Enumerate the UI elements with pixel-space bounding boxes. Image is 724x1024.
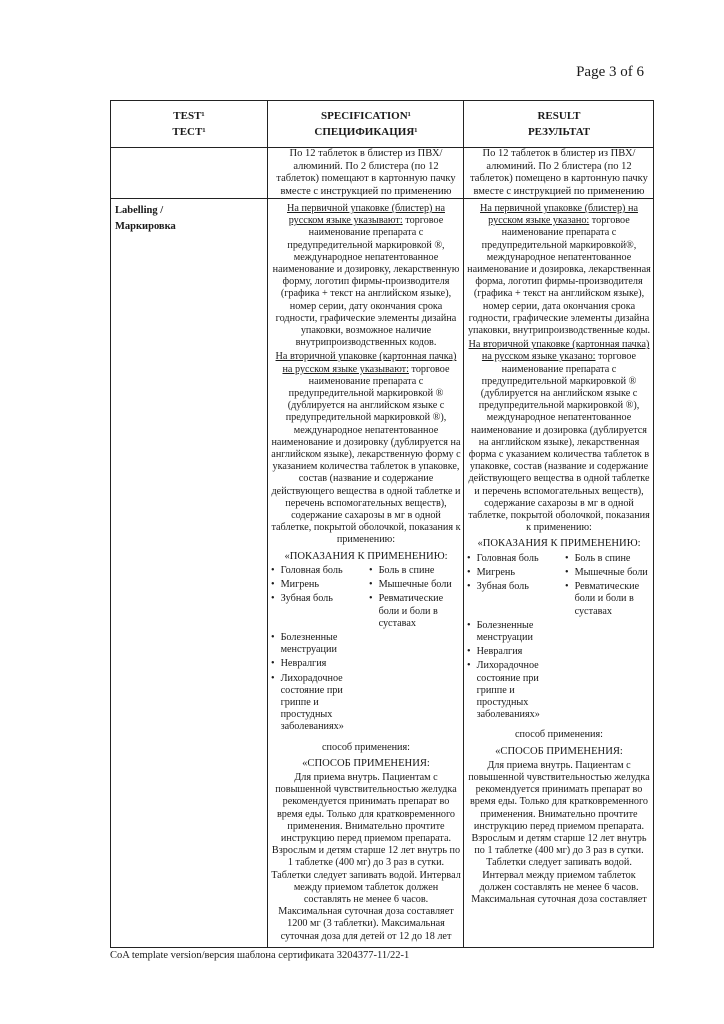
result-primary-paragraph [467, 203, 651, 337]
list-item: • Головная боль [271, 564, 343, 576]
result-indications-title: «ПОКАЗАНИЯ К ПРИМЕНЕНИЮ: [477, 538, 641, 550]
list-item: • Мигрень [271, 579, 319, 591]
labelling-ru: Маркировка [115, 221, 176, 232]
spec-labelling-text [268, 201, 464, 947]
list-item-empty [565, 660, 651, 721]
specification-column [267, 101, 464, 947]
list-item: • Невралгия [271, 658, 327, 670]
spec-method-text: Для приема внутрь. Пациентам с повышенной чувствительностью желудка рекомендуется принимать препарат во время еды. Только для кратковременного применения. Внимательно прочтите инструкцию перед приемом препарата. Взрослым и детям старше 12 лет внутрь по 1 таблетке (400 мг) до 3 раз в сутки. Таблетки следует запивать водой. Интервал между приемом таблеток должен составлять не менее 6 часов. Максимальная суточная доза составляет 1200 мг (3 таблетки). Максимальная суточная доза для детей от 12 до 18 лет [271, 771, 461, 942]
spec-indications-title: «ПОКАЗАНИЯ К ПРИМЕНЕНИЮ: [284, 550, 448, 562]
result-secondary-paragraph [467, 339, 651, 534]
test-header [111, 101, 267, 148]
list-item: • Ревматические боли и боли в суставах [565, 581, 640, 617]
spec-secondary-heading: На вторичной упаковке (картонная пачка) на русском языке указывают: [275, 351, 457, 375]
list-item: • Лихорадочное состояние при гриппе и простудных заболеваниях» [467, 660, 540, 721]
spec-packaging-text: По 12 таблеток в блистер из ПВХ/алюминий. По 2 блистера (по 12 таблеток) помещают в картонную пачку вместе с инструкцией по применению [268, 147, 464, 199]
list-item: • Мигрень [467, 566, 515, 578]
list-item: • Невралгия [467, 646, 523, 658]
list-item: • Боль в спине [369, 564, 435, 576]
result-column [463, 101, 654, 947]
test-pack-cell [111, 147, 267, 199]
spec-header-ru: СПЕЦИФИКАЦИЯ¹ [314, 126, 418, 138]
list-item: • Головная боль [467, 552, 539, 564]
list-item: • Болезненные менструации [271, 631, 338, 656]
result-secondary-heading: На вторичной упаковке (картонная пачка) на русском языке указано: [468, 339, 650, 363]
result-method-text: Для приема внутрь. Пациентам с повышенной чувствительностью желудка рекомендуется принимать препарат во время еды. Только для кратковременного применения. Внимательно прочтите инструкцию перед приемом препарата. Взрослым и детям старше 12 лет внутрь по 1 таблетке (400 мг) до 3 раз в сутки. Таблетки следует запивать водой. Интервал между приемом таблеток должен составлять не менее 6 часов. Максимальная суточная доза составляет [468, 759, 650, 905]
labelling-en: Labelling / [115, 205, 164, 216]
list-item: • Зубная боль [271, 593, 333, 605]
spec-header-en: SPECIFICATION¹ [321, 110, 411, 122]
test-header-en: TEST¹ [173, 110, 205, 122]
list-item-empty [369, 673, 461, 734]
list-item-empty [369, 632, 461, 656]
list-item: • Лихорадочное состояние при гриппе и простудных заболеваниях» [271, 672, 344, 733]
spec-primary-heading: На первичной упаковке (блистер) на русском языке указывают: [287, 203, 445, 227]
spec-method-intro: способ применения: [321, 741, 411, 753]
spec-secondary-text: торговое наименование препарата с предупредительной маркировкой ® (дублируется на английском языке с предупредительной маркировкой ®), международное непатентованное наименование и дозировку (дублируется на английском языке), лекарственную форму с указанием количества таблеток в упаковке, состав (название и содержание действующего вещества в одной таблетке и перечень вспомогательных веществ), содержание сахарозы в мг в одной таблетке, покрытой оболочкой, показания к применению: [271, 363, 461, 546]
spec-method-title: «СПОСОБ ПРИМЕНЕНИЯ: [302, 757, 430, 769]
result-secondary-text: торговое наименование препарата с предупредительной маркировкой ® (дублируется на английском языке с предупредительной маркировкой ®), международное непатентованное наименование и дозировка (дублируется на английском языке), лекарственная форма с указанием количества таблеток в упаковке, состав (название и содержание действующего вещества в одной таблетке и перечень вспомогательных веществ), содержание сахарозы в мг в одной таблетке, покрытой оболочкой, показания к применению: [468, 351, 650, 534]
spec-indications-list [271, 565, 461, 736]
result-primary-heading: На первичной упаковке (блистер) на русском языке указано: [480, 203, 638, 227]
result-method-title: «СПОСОБ ПРИМЕНЕНИЯ: [495, 745, 623, 757]
spec-primary-text: торговое наименование препарата с предупредительной маркировкой ®, международное непатентованное наименование и дозировку, лекарственную форму, логотип фирмы-производителя (графика + текст на английском языке), номер серии, дату окончания срока годности, графические элементы дизайна упаковки, возможное наличие внутрипроизводственных кодов. [272, 215, 460, 349]
template-version-footer: CoA template version/версия шаблона сертификата 3204377-11/22-1 [110, 950, 410, 961]
list-item: • Боль в спине [565, 552, 631, 564]
list-item-empty [565, 646, 651, 658]
page-number: Page 3 of 6 [576, 64, 644, 80]
list-item: • Мышечные боли [369, 579, 452, 591]
result-header [464, 101, 654, 148]
certificate-table [110, 100, 654, 948]
result-primary-text: торговое наименование препарата с предупредительной маркировкой®, международное непатентованное наименование и дозировка, лекарственная форма, логотип фирмы-производителя (графика + текст на английском языке), номер серии, дата окончания срока годности, графические элементы дизайна упаковки, внутрипроизводственные коды. [467, 215, 651, 337]
list-item: • Ревматические боли и боли в суставах [369, 593, 444, 629]
list-item: • Болезненные менструации [467, 619, 534, 643]
result-method-intro: способ применения: [514, 729, 604, 741]
result-header-ru: РЕЗУЛЬТАТ [527, 126, 591, 138]
result-packaging-text: По 12 таблеток в блистер из ПВХ/алюминий. По 2 блистера (по 12 таблеток) помещено в картонную пачку вместе с инструкцией по применению [464, 147, 654, 199]
list-item-empty [369, 658, 461, 670]
result-header-en: RESULT [537, 110, 581, 122]
result-labelling-text [464, 201, 654, 947]
list-item: • Мышечные боли [565, 566, 648, 578]
specification-header [268, 101, 464, 148]
list-item: • Зубная боль [467, 581, 529, 593]
test-header-ru: ТЕСТ¹ [172, 126, 206, 138]
spec-secondary-paragraph [271, 351, 461, 546]
list-item-empty [565, 620, 651, 644]
test-column [111, 101, 267, 947]
labelling-label [115, 203, 176, 235]
spec-primary-paragraph [271, 203, 461, 349]
result-indications-list [467, 553, 651, 724]
